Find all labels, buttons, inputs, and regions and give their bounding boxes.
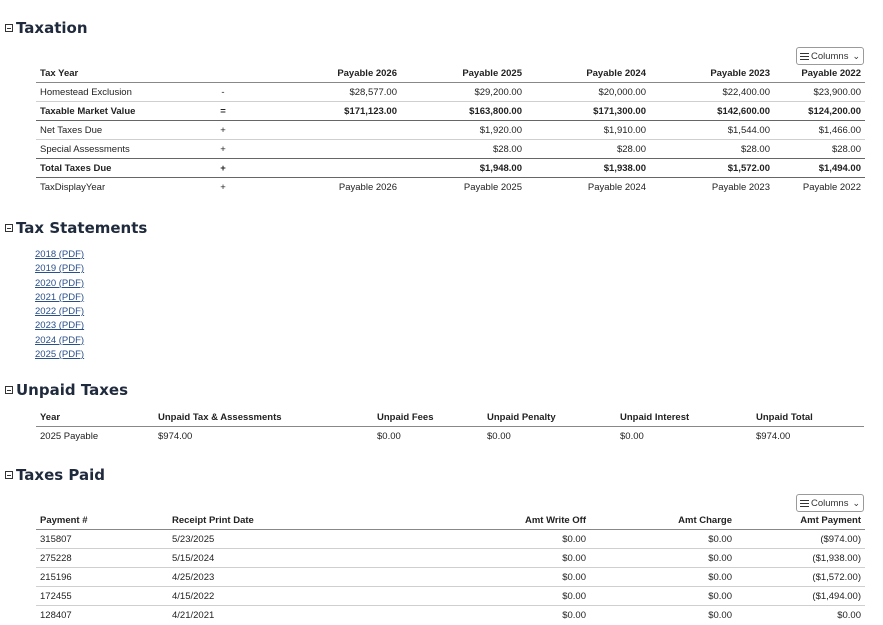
table-cell: $0.00 bbox=[590, 549, 736, 568]
table-cell: $29,200.00 bbox=[401, 83, 526, 102]
table-cell: $1,544.00 bbox=[650, 121, 774, 140]
unpaid-taxes-heading bbox=[5, 381, 128, 399]
table-cell: $0.00 bbox=[377, 430, 401, 442]
statement-link-2021[interactable]: 2021 (PDF) bbox=[35, 291, 85, 303]
columns-button-label: Columns bbox=[810, 497, 849, 509]
statement-link-2024[interactable]: 2024 (PDF) bbox=[35, 334, 85, 346]
table-row bbox=[36, 159, 865, 178]
table-cell: + bbox=[186, 140, 260, 159]
table-cell: + bbox=[186, 159, 260, 178]
table-header-row bbox=[36, 64, 865, 83]
list-icon bbox=[800, 53, 809, 60]
table-cell: $0.00 bbox=[368, 530, 590, 549]
column-header: Tax Year bbox=[36, 64, 186, 83]
table-cell: $171,123.00 bbox=[260, 102, 401, 121]
table-cell: $0.00 bbox=[590, 530, 736, 549]
taxes-paid-title: Taxes Paid bbox=[16, 466, 106, 484]
column-header: Amt Write Off bbox=[368, 511, 590, 530]
table-cell bbox=[260, 121, 401, 140]
table-row bbox=[36, 178, 865, 197]
chevron-down-icon: ⌄ bbox=[852, 50, 861, 61]
table-row bbox=[36, 140, 865, 159]
column-header: Payable 2026 bbox=[260, 64, 401, 83]
table-row bbox=[36, 121, 865, 140]
table-cell: = bbox=[186, 102, 260, 121]
table-row bbox=[36, 549, 865, 568]
table-cell: $0.00 bbox=[590, 587, 736, 606]
column-header: Payable 2024 bbox=[526, 64, 650, 83]
column-header: Year bbox=[36, 408, 154, 427]
tax-statements-heading bbox=[5, 219, 147, 237]
table-cell: Payable 2023 bbox=[711, 181, 770, 193]
table-cell: + bbox=[186, 121, 260, 140]
table-cell: $171,300.00 bbox=[526, 102, 650, 121]
table-cell: $1,466.00 bbox=[774, 121, 865, 140]
column-header: Unpaid Total bbox=[752, 408, 864, 427]
table-cell: $1,948.00 bbox=[401, 159, 526, 178]
table-cell: 2025 Payable bbox=[40, 430, 99, 442]
unpaid-taxes-title: Unpaid Taxes bbox=[16, 381, 129, 399]
taxation-columns-button[interactable] bbox=[796, 47, 864, 65]
column-header: Unpaid Tax & Assessments bbox=[154, 408, 373, 427]
table-cell: $142,600.00 bbox=[650, 102, 774, 121]
column-header: Payable 2023 bbox=[650, 64, 774, 83]
table-cell: Special Assessments bbox=[36, 140, 186, 159]
table-cell: $22,400.00 bbox=[650, 83, 774, 102]
statement-link-2023[interactable]: 2023 (PDF) bbox=[35, 320, 85, 332]
table-cell: $1,494.00 bbox=[774, 159, 865, 178]
table-cell: $23,900.00 bbox=[774, 83, 865, 102]
column-header: Payable 2022 bbox=[774, 64, 865, 83]
table-cell: Net Taxes Due bbox=[36, 121, 186, 140]
column-header: Receipt Print Date bbox=[168, 511, 368, 530]
tax-statements-title: Tax Statements bbox=[16, 219, 148, 237]
unpaid-taxes-table bbox=[36, 408, 864, 445]
statement-link-2025[interactable]: 2025 (PDF) bbox=[35, 349, 85, 361]
collapse-icon[interactable] bbox=[5, 24, 13, 32]
table-cell: ($1,572.00) bbox=[736, 568, 865, 587]
statement-link-2022[interactable]: 2022 (PDF) bbox=[35, 306, 85, 318]
collapse-icon[interactable] bbox=[5, 224, 13, 232]
columns-button-label: Columns bbox=[810, 50, 849, 62]
table-cell: ($1,494.00) bbox=[736, 587, 865, 606]
list-icon bbox=[800, 500, 809, 507]
table-row bbox=[36, 587, 865, 606]
collapse-icon[interactable] bbox=[5, 386, 13, 394]
table-cell: $1,938.00 bbox=[526, 159, 650, 178]
table-cell: $0.00 bbox=[368, 587, 590, 606]
taxes-paid-columns-button[interactable] bbox=[796, 494, 864, 512]
table-cell: Taxable Market Value bbox=[36, 102, 186, 121]
table-cell: $0.00 bbox=[620, 430, 644, 442]
table-cell: 5/15/2024 bbox=[168, 549, 368, 568]
table-cell: 5/23/2025 bbox=[168, 530, 368, 549]
column-header: Unpaid Interest bbox=[616, 408, 752, 427]
table-cell: $1,910.00 bbox=[526, 121, 650, 140]
table-cell: $0.00 bbox=[368, 568, 590, 587]
table-cell: 315807 bbox=[36, 530, 168, 549]
table-cell: 4/21/2021 bbox=[172, 609, 215, 621]
table-cell bbox=[260, 159, 401, 178]
column-header: Payable 2025 bbox=[401, 64, 526, 83]
table-cell: $1,920.00 bbox=[401, 121, 526, 140]
statement-link-2020[interactable]: 2020 (PDF) bbox=[35, 277, 85, 289]
statement-link-2019[interactable]: 2019 (PDF) bbox=[35, 263, 85, 275]
table-cell: $1,572.00 bbox=[650, 159, 774, 178]
table-cell: Payable 2022 bbox=[802, 181, 861, 193]
table-row bbox=[36, 83, 865, 102]
table-cell: $28.00 bbox=[401, 140, 526, 159]
table-cell: 275228 bbox=[36, 549, 168, 568]
statement-link-2018[interactable]: 2018 (PDF) bbox=[35, 249, 85, 260]
table-row bbox=[36, 102, 865, 121]
table-cell: $28.00 bbox=[526, 140, 650, 159]
table-header-row bbox=[36, 511, 865, 530]
table-cell: Total Taxes Due bbox=[36, 159, 186, 178]
table-cell: $974.00 bbox=[756, 430, 791, 442]
table-cell: $0.00 bbox=[590, 568, 736, 587]
table-cell bbox=[260, 140, 401, 159]
collapse-icon[interactable] bbox=[5, 471, 13, 479]
column-header bbox=[186, 64, 260, 83]
table-cell: 4/15/2022 bbox=[168, 587, 368, 606]
table-cell: $28.00 bbox=[650, 140, 774, 159]
table-cell: $124,200.00 bbox=[774, 102, 865, 121]
table-header-row bbox=[36, 408, 864, 427]
table-cell: $28.00 bbox=[774, 140, 865, 159]
taxation-heading bbox=[5, 19, 88, 37]
tax-statements-list bbox=[35, 248, 84, 362]
table-row bbox=[36, 427, 864, 446]
column-header: Amt Payment bbox=[736, 511, 865, 530]
table-cell: $0.00 bbox=[487, 430, 511, 442]
column-header: Unpaid Penalty bbox=[483, 408, 616, 427]
table-cell: Payable 2025 bbox=[463, 181, 522, 193]
taxation-table bbox=[36, 64, 865, 196]
column-header: Payment # bbox=[36, 511, 168, 530]
table-cell: 215196 bbox=[36, 568, 168, 587]
table-row bbox=[36, 568, 865, 587]
table-cell: $0.00 bbox=[708, 609, 732, 621]
table-cell: $974.00 bbox=[158, 430, 193, 442]
table-cell: $28,577.00 bbox=[260, 83, 401, 102]
table-cell: Payable 2026 bbox=[338, 181, 397, 193]
table-cell: 4/25/2023 bbox=[168, 568, 368, 587]
chevron-down-icon: ⌄ bbox=[852, 497, 861, 508]
table-cell: + bbox=[220, 181, 226, 193]
table-cell: - bbox=[186, 83, 260, 102]
table-cell: $20,000.00 bbox=[526, 83, 650, 102]
table-cell: Payable 2024 bbox=[587, 181, 646, 193]
column-header: Amt Charge bbox=[590, 511, 736, 530]
table-row bbox=[36, 530, 865, 549]
table-row bbox=[36, 606, 865, 625]
table-cell: TaxDisplayYear bbox=[40, 181, 106, 193]
taxation-title: Taxation bbox=[16, 19, 88, 37]
table-cell: $163,800.00 bbox=[401, 102, 526, 121]
table-cell: Homestead Exclusion bbox=[36, 83, 186, 102]
table-cell: $0.00 bbox=[562, 609, 586, 621]
table-cell: 172455 bbox=[36, 587, 168, 606]
table-cell: $0.00 bbox=[368, 549, 590, 568]
table-cell: 128407 bbox=[40, 609, 72, 621]
table-cell: ($1,938.00) bbox=[736, 549, 865, 568]
taxes-paid-table bbox=[36, 511, 865, 624]
table-cell: ($974.00) bbox=[736, 530, 865, 549]
column-header: Unpaid Fees bbox=[373, 408, 483, 427]
taxes-paid-heading bbox=[5, 466, 105, 484]
table-cell: $0.00 bbox=[837, 609, 861, 621]
